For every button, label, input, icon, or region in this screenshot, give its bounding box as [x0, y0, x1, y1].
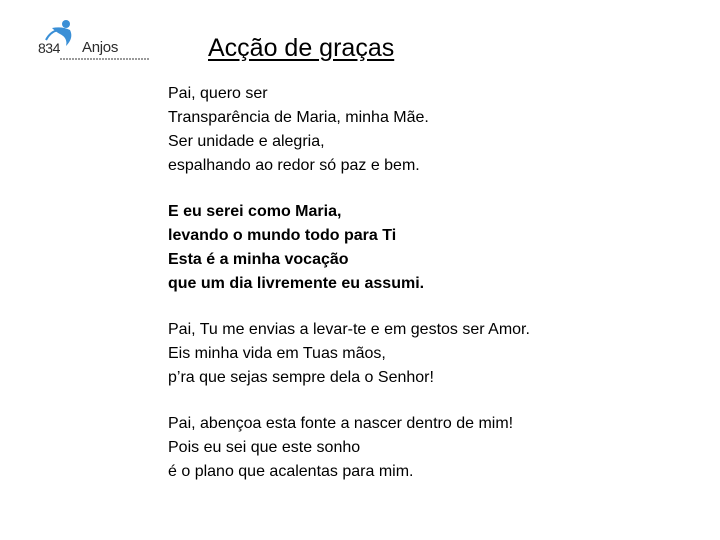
- poem-line: que um dia livremente eu assumi.: [168, 275, 425, 292]
- logo: [30, 18, 130, 68]
- poem: [168, 82, 530, 506]
- stanza-1: [168, 82, 530, 178]
- poem-line: Ser unidade e alegria,: [168, 133, 325, 150]
- poem-line: Eis minha vida em Tuas mãos,: [168, 345, 386, 362]
- poem-line: Transparência de Maria, minha Mãe.: [168, 109, 429, 126]
- poem-line: Pai, Tu me envias a levar-te e em gestos ser Amor.: [168, 321, 530, 338]
- poem-line: Pois eu sei que este sonho: [168, 439, 361, 456]
- poem-line: levando o mundo todo para Ti: [168, 227, 397, 244]
- poem-line: Pai, quero ser: [168, 85, 268, 102]
- logo-word: Anjos: [82, 39, 119, 56]
- stanza-2: [168, 200, 530, 296]
- stanza-3: [168, 318, 530, 390]
- poem-line: Pai, abençoa esta fonte a nascer dentro de mim!: [168, 415, 514, 432]
- poem-line: espalhando ao redor só paz e bem.: [168, 157, 420, 174]
- logo-tagline: [60, 58, 150, 60]
- stanza-4: [168, 412, 530, 484]
- poem-line: p’ra que sejas sempre dela o Senhor!: [168, 369, 434, 386]
- page-title: Acção de graças: [208, 34, 395, 62]
- poem-line: é o plano que acalentas para mim.: [168, 463, 414, 480]
- logo-number: 834: [38, 40, 60, 56]
- poem-line: E eu serei como Maria,: [168, 203, 342, 220]
- poem-line: Esta é a minha vocação: [168, 251, 349, 268]
